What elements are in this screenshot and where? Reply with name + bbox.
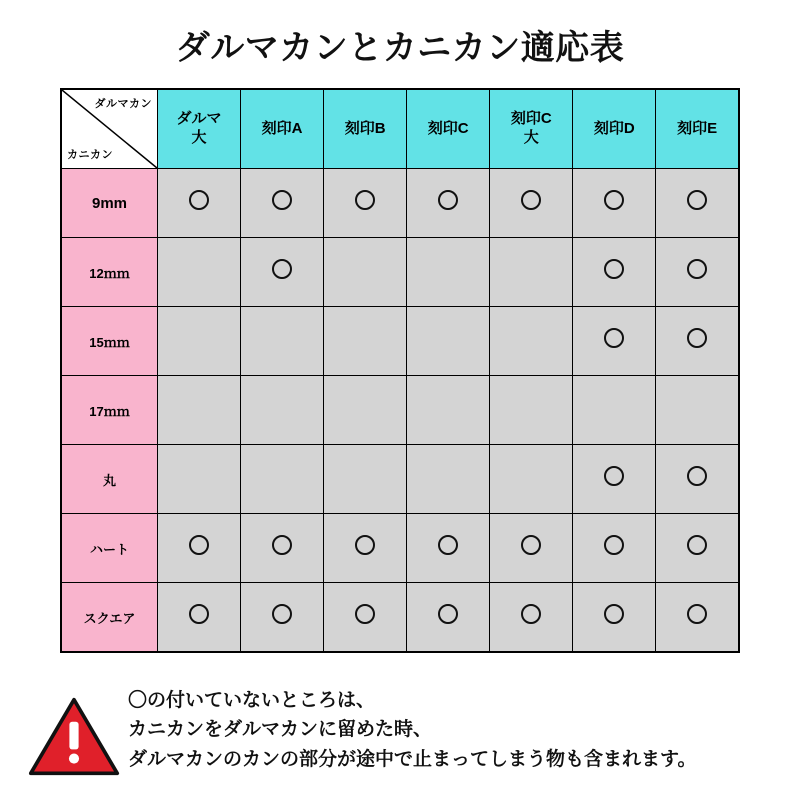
corner-row-axis-label: カニカン [67,149,113,161]
row-header-2: 15ｍｍ [61,307,158,376]
cell-r2-c4 [490,307,573,376]
cell-r1-c5 [573,238,656,307]
cell-r4-c0 [158,445,241,514]
table-row [61,514,739,583]
cell-r6-c5 [573,583,656,653]
table-row [61,376,739,445]
cell-r6-c4 [490,583,573,653]
cell-r1-c1 [241,238,324,307]
compatible-mark-icon [687,535,707,555]
column-header-1 [241,89,324,169]
compatibility-table-wrapper [60,88,740,653]
cell-r4-c5 [573,445,656,514]
column-header-5-line1: 刻印D [593,119,635,137]
cell-r2-c0 [158,307,241,376]
cell-r6-c2 [324,583,407,653]
cell-r2-c6 [656,307,739,376]
cell-r1-c3 [407,238,490,307]
compatible-mark-icon [438,604,458,624]
cell-r5-c1 [241,514,324,583]
compatible-mark-icon [604,466,624,486]
note-line-1: 〇の付いていないところは、 [128,690,376,711]
table-row [61,445,739,514]
note-text [128,680,696,774]
corner-column-axis-label: ダルマカン [94,98,152,110]
cell-r0-c1 [241,169,324,238]
compatible-mark-icon [687,328,707,348]
cell-r6-c1 [241,583,324,653]
page-title: ダルマカンとカニカン適応表 [175,29,625,67]
compatible-mark-icon [189,535,209,555]
cell-r5-c5 [573,514,656,583]
compatible-mark-icon [272,604,292,624]
column-header-2 [324,89,407,169]
note-line-3: ダルマカンのカンの部分が途中で止まってしまう物も含まれます。 [128,748,697,770]
cell-r1-c6 [656,238,739,307]
compatible-mark-icon [604,259,624,279]
cell-r4-c6 [656,445,739,514]
compatible-mark-icon [521,604,541,624]
compatible-mark-icon [604,535,624,555]
cell-r1-c4 [490,238,573,307]
cell-r1-c2 [324,238,407,307]
cell-r6-c3 [407,583,490,653]
column-header-4-line1: 刻印C [510,110,552,128]
column-header-3-line1: 刻印C [427,119,469,137]
row-header-6: スクエア [61,583,158,653]
table-body [61,169,739,653]
cell-r3-c5 [573,376,656,445]
cell-r4-c2 [324,445,407,514]
cell-r2-c5 [573,307,656,376]
compatible-mark-icon [189,604,209,624]
row-header-4: 丸 [61,445,158,514]
note-area [28,680,788,782]
cell-r4-c4 [490,445,573,514]
cell-r0-c6 [656,169,739,238]
cell-r5-c2 [324,514,407,583]
cell-r6-c0 [158,583,241,653]
compatible-mark-icon [604,190,624,210]
cell-r3-c3 [407,376,490,445]
table-row [61,307,739,376]
cell-r3-c2 [324,376,407,445]
row-header-3: 17ｍｍ [61,376,158,445]
compatible-mark-icon [438,190,458,210]
row-header-0: 9mm [61,169,158,238]
cell-r1-c0 [158,238,241,307]
compatible-mark-icon [687,466,707,486]
cell-r5-c4 [490,514,573,583]
row-header-5: ハート [61,514,158,583]
compatible-mark-icon [687,190,707,210]
compatible-mark-icon [355,190,375,210]
corner-header-cell [61,89,158,169]
column-header-2-line1: 刻印B [344,119,386,137]
cell-r3-c6 [656,376,739,445]
column-header-5 [573,89,656,169]
compatible-mark-icon [355,604,375,624]
column-header-1-line1: 刻印A [261,119,303,137]
compatible-mark-icon [355,535,375,555]
cell-r5-c0 [158,514,241,583]
compatible-mark-icon [604,604,624,624]
cell-r3-c0 [158,376,241,445]
column-header-0-line2: 大 [191,129,207,146]
compatible-mark-icon [272,535,292,555]
row-header-1: 12ｍｍ [61,238,158,307]
column-header-6 [656,89,739,169]
warning-triangle-icon [28,696,120,782]
compatible-mark-icon [189,190,209,210]
column-header-4-line2: 大 [523,129,539,146]
table-row [61,169,739,238]
cell-r2-c1 [241,307,324,376]
compatible-mark-icon [521,190,541,210]
cell-r2-c3 [407,307,490,376]
column-header-0-line1: ダルマ [176,110,222,128]
compatible-mark-icon [272,190,292,210]
compatible-mark-icon [521,535,541,555]
compatible-mark-icon [604,328,624,348]
column-header-0 [158,89,241,169]
cell-r0-c3 [407,169,490,238]
note-line-2: カニカンをダルマカンに留めた時、 [128,719,433,741]
cell-r0-c5 [573,169,656,238]
cell-r6-c6 [656,583,739,653]
table-row [61,583,739,653]
cell-r0-c2 [324,169,407,238]
cell-r3-c4 [490,376,573,445]
cell-r0-c4 [490,169,573,238]
compatible-mark-icon [687,604,707,624]
cell-r4-c1 [241,445,324,514]
cell-r2-c2 [324,307,407,376]
column-header-6-line1: 刻印E [677,119,718,137]
cell-r5-c3 [407,514,490,583]
compatible-mark-icon [438,535,458,555]
table-header-row [61,89,739,169]
compatible-mark-icon [687,259,707,279]
column-header-3 [407,89,490,169]
table-row [61,238,739,307]
cell-r3-c1 [241,376,324,445]
cell-r0-c0 [158,169,241,238]
cell-r5-c6 [656,514,739,583]
cell-r4-c3 [407,445,490,514]
column-header-4 [490,89,573,169]
compatibility-table [60,88,740,653]
compatible-mark-icon [272,259,292,279]
